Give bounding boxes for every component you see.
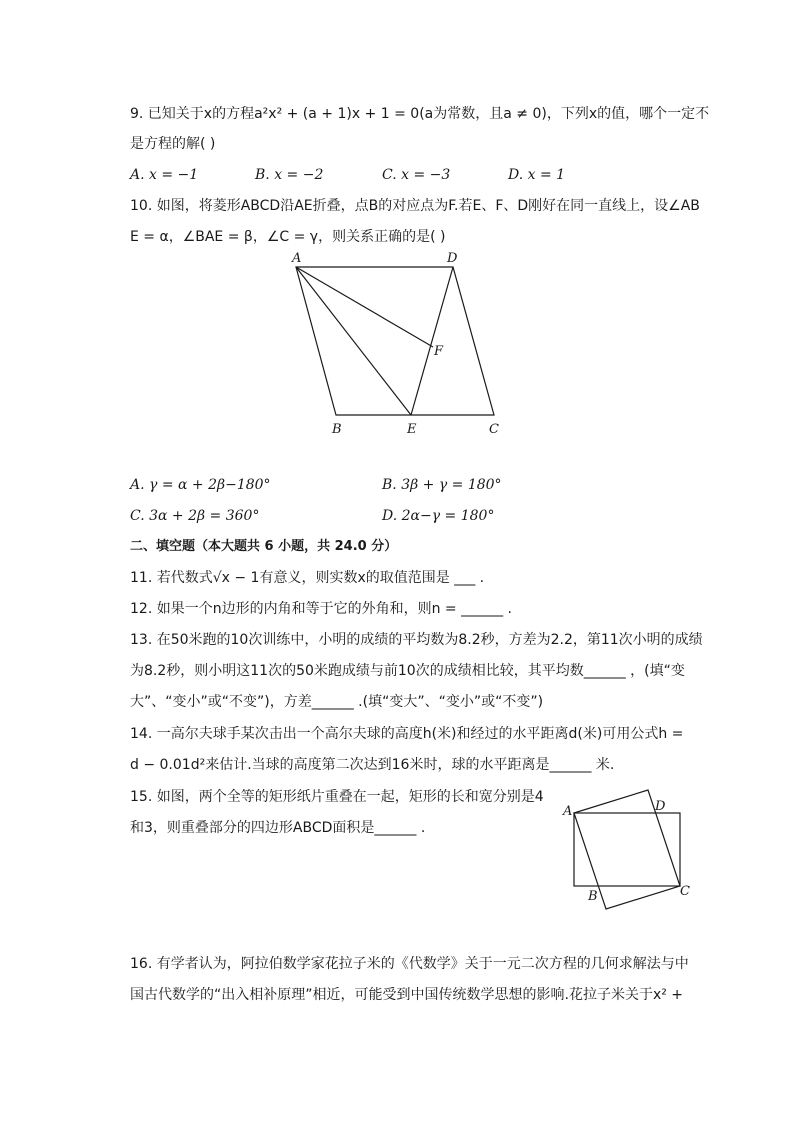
label-d: D: [655, 799, 666, 814]
rhombus-abcd: [296, 267, 494, 415]
label-f: F: [434, 344, 444, 359]
q15-line1: 15. 如图，两个全等的矩形纸片重叠在一起，矩形的长和宽分别是4: [130, 789, 544, 805]
q14-line1: 14. 一高尔夫球手某次击出一个高尔夫球的高度h(米)和经过的水平距离d(米)可用公式h =: [130, 726, 684, 742]
section-title: 二、填空题（本大题共 6 小题，共 24.0 分）: [130, 539, 398, 554]
label-a: A: [292, 251, 302, 266]
label-e: E: [407, 422, 417, 437]
q9-option-a: A. x = −1: [130, 167, 199, 183]
q10-option-b: B. 3β + γ = 180°: [382, 477, 502, 493]
overlap-rectangles-figure: [555, 785, 695, 915]
segment-af: [296, 267, 433, 347]
q13-line1: 13. 在50米跑的10次训练中，小明的成绩的平均数为8.2秒，方差为2.2，第11次小明的成绩: [130, 632, 703, 648]
q16-line1: 16. 有学者认为，阿拉伯数学家花拉子米的《代数学》关于一元二次方程的几何求解法与中: [130, 956, 689, 972]
q12-text: 12. 如果一个n边形的内角和等于它的外角和，则n = ______ .: [130, 601, 512, 617]
q10-line2: E = α，∠BAE = β，∠C = γ，则关系正确的是( ): [130, 229, 446, 245]
q10-option-d: D. 2α−γ = 180°: [382, 508, 495, 524]
segment-ed: [411, 267, 453, 415]
q9-option-b: B. x = −2: [255, 167, 324, 183]
q10-option-a: A. γ = α + 2β−180°: [130, 477, 271, 493]
rhombus-figure: [280, 245, 510, 445]
label-a: A: [563, 804, 573, 819]
rectangle-horizontal: [574, 813, 680, 886]
q9-line2: 是方程的解( ): [130, 136, 216, 152]
label-b: B: [332, 422, 342, 437]
q9-option-c: C. x = −3: [382, 167, 451, 183]
q15-line2: 和3，则重叠部分的四边形ABCD面积是______ .: [130, 820, 426, 836]
q9-option-d: D. x = 1: [508, 167, 566, 183]
label-b: B: [588, 889, 598, 904]
q14-line2: d − 0.01d²来估计.当球的高度第二次达到16米时，球的水平距离是______ 米.: [130, 757, 615, 773]
label-d: D: [447, 251, 458, 266]
q10-option-c: C. 3α + 2β = 360°: [130, 508, 260, 524]
q9-line1: 9. 已知关于x的方程a²x² + (a + 1)x + 1 = 0(a为常数，且a ≠ 0)，下列x的值，哪个一定不: [130, 106, 710, 122]
label-c: C: [680, 884, 690, 899]
q10-line1: 10. 如图，将菱形ABCD沿AE折叠，点B的对应点为F.若E、F、D刚好在同一直线上，设∠AB: [130, 198, 700, 214]
q16-line2: 国古代数学的“出入相补原理”相近，可能受到中国传统数学思想的影响.花拉子米关于x² +: [130, 987, 684, 1003]
q13-line2: 为8.2秒，则小明这11次的50米跑成绩与前10次的成绩相比较，其平均数______ ，(填“变: [130, 663, 685, 679]
label-c: C: [489, 422, 499, 437]
segment-ae: [296, 267, 411, 415]
q13-line3: 大”、“变小”或“不变”)，方差______ .(填“变大”、“变小”或“不变”): [130, 694, 544, 710]
q11-text: 11. 若代数式√x − 1有意义，则实数x的取值范围是 ___ .: [130, 570, 485, 586]
